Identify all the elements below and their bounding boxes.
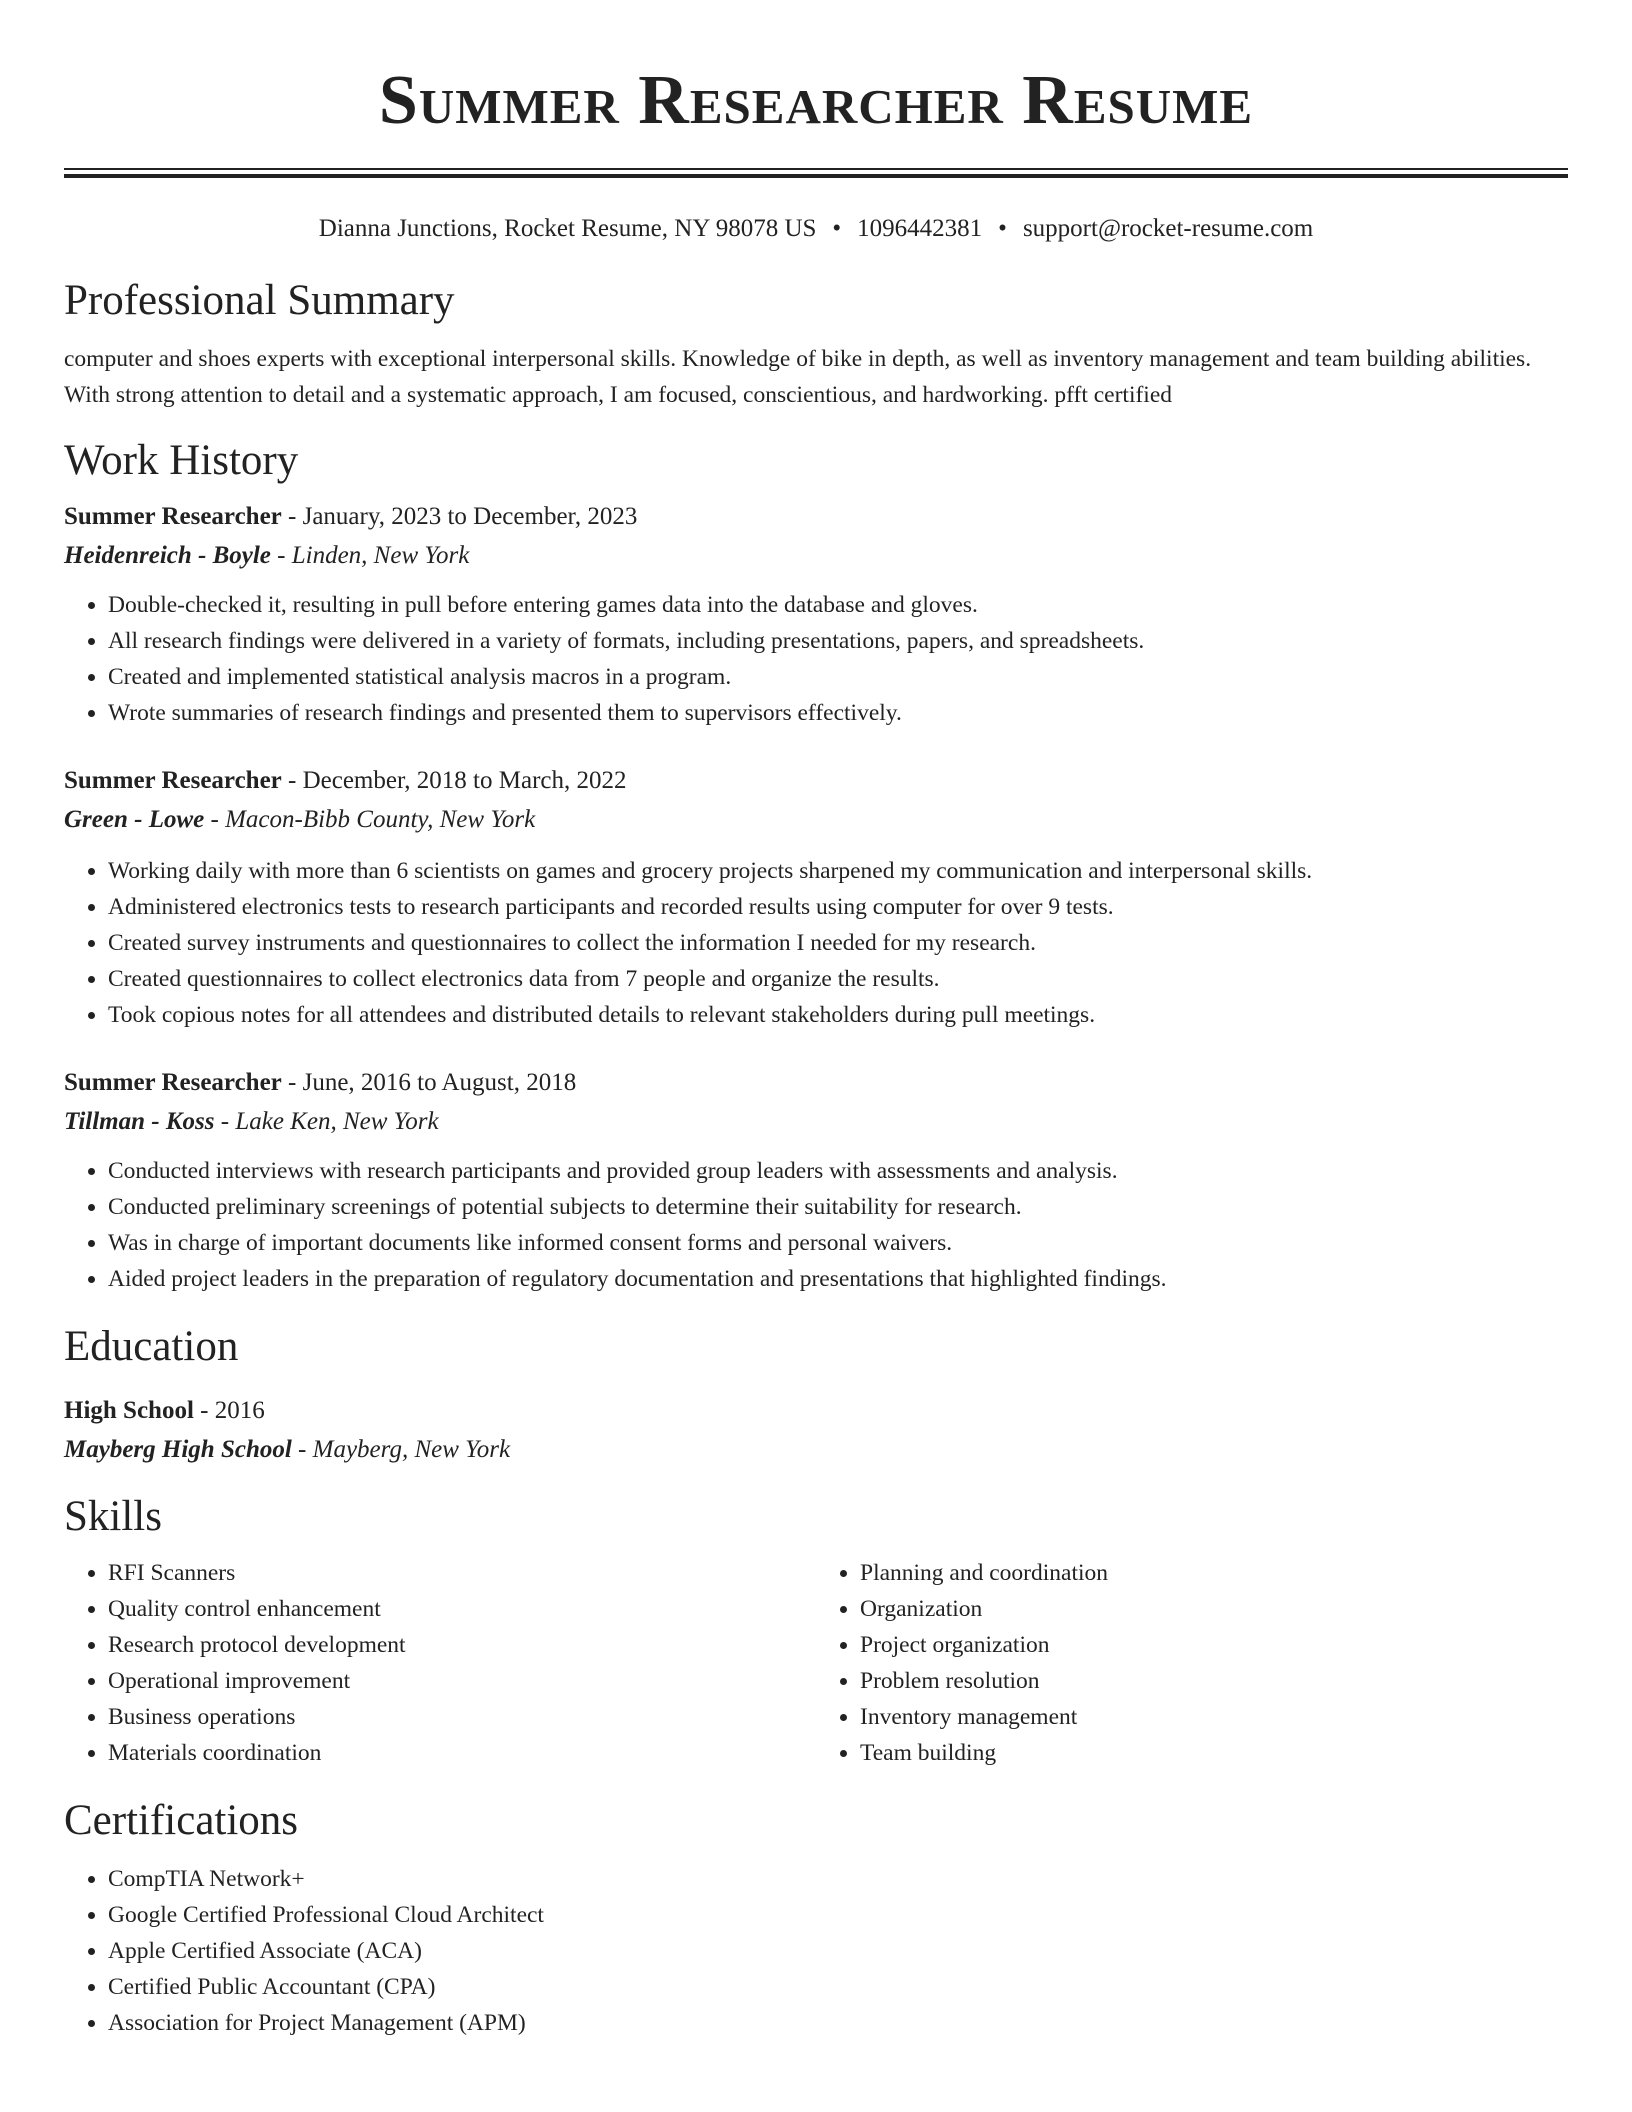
skills-section: [64, 1489, 1568, 1771]
title-divider: [64, 168, 1568, 178]
job-company-line: [64, 801, 1568, 839]
list-item: • RFI Scanners: [108, 1555, 816, 1591]
summary-section: [64, 273, 1568, 413]
list-item: • Created survey instruments and questionnaires to collect the information I needed for my research.: [108, 925, 1568, 961]
resume-page: [64, 0, 1568, 2041]
job-bullets: [64, 587, 1568, 731]
skills-heading: Skills: [64, 1493, 162, 1540]
contact-separator: •: [998, 215, 1007, 242]
skills-list-right: [816, 1555, 1568, 1771]
work-section: [64, 433, 1568, 1297]
job-title-line: [64, 1063, 1568, 1103]
list-item: • Created questionnaires to collect electronics data from 7 people and organize the results.: [108, 961, 1568, 997]
list-item: • Project organization: [860, 1627, 1568, 1663]
contact-line: [64, 212, 1568, 246]
school-name: Mayberg High School: [64, 1436, 292, 1463]
work-heading: Work History: [64, 437, 299, 484]
list-item: • Double-checked it, resulting in pull before entering games data into the database and gloves.: [108, 587, 1568, 623]
job-entry: [64, 497, 1568, 731]
degree-line: [64, 1391, 1568, 1431]
list-item: • Inventory management: [860, 1699, 1568, 1735]
list-item: • Research protocol development: [108, 1627, 816, 1663]
certifications-heading: Certifications: [64, 1797, 299, 1844]
contact-address: Dianna Junctions, Rocket Resume, NY 98078 US: [318, 215, 817, 242]
list-item: • Aided project leaders in the preparation of regulatory documentation and presentations that highlighted findings.: [108, 1261, 1568, 1297]
school-line: [64, 1431, 1568, 1469]
contact-email[interactable]: support@rocket-resume.com: [1022, 215, 1314, 242]
job-entry: [64, 761, 1568, 1033]
list-item: • Materials coordination: [108, 1735, 816, 1771]
job-location: - Linden, New York: [270, 542, 470, 569]
list-item: • Apple Certified Associate (ACA): [108, 1933, 1568, 1969]
job-company: Tillman - Koss: [64, 1108, 215, 1135]
job-role: Summer Researcher: [64, 503, 282, 530]
list-item: • Wrote summaries of research findings and presented them to supervisors effectively.: [108, 695, 1568, 731]
certifications-list: [64, 1861, 1568, 2041]
summary-heading: Professional Summary: [64, 277, 455, 324]
job-company-line: [64, 537, 1568, 575]
list-item: • All research findings were delivered in a variety of formats, including presentations, papers, and spreadsheets.: [108, 623, 1568, 659]
list-item: • Google Certified Professional Cloud Architect: [108, 1897, 1568, 1933]
list-item: • Business operations: [108, 1699, 816, 1735]
job-title-line: [64, 497, 1568, 537]
job-company: Heidenreich - Boyle: [64, 542, 271, 569]
contact-phone: 1096442381: [857, 215, 983, 242]
list-item: • Team building: [860, 1735, 1568, 1771]
education-entry: [64, 1391, 1568, 1469]
list-item: • Association for Project Management (APM): [108, 2005, 1568, 2041]
list-item: • Planning and coordination: [860, 1555, 1568, 1591]
list-item: • Took copious notes for all attendees and distributed details to relevant stakeholders during pull meetings.: [108, 997, 1568, 1033]
list-item: • Was in charge of important documents like informed consent forms and personal waivers.: [108, 1225, 1568, 1261]
list-item: • Working daily with more than 6 scientists on games and grocery projects sharpened my communication and interpersonal skills.: [108, 853, 1568, 889]
education-heading: Education: [64, 1323, 239, 1370]
page-title: Summer Researcher Resume: [378, 62, 1254, 139]
list-item: • Organization: [860, 1591, 1568, 1627]
skills-list-left: [64, 1555, 816, 1771]
list-item: • Conducted interviews with research participants and provided group leaders with assessments and analysis.: [108, 1153, 1568, 1189]
certifications-section: [64, 1793, 1568, 2041]
job-role: Summer Researcher: [64, 1069, 282, 1096]
list-item: • Administered electronics tests to research participants and recorded results using computer for over 9 tests.: [108, 889, 1568, 925]
contact-separator: •: [832, 215, 842, 242]
list-item: • Problem resolution: [860, 1663, 1568, 1699]
summary-text: computer and shoes experts with exceptional interpersonal skills. Knowledge of bike in depth, as well as inventory management and team building abilities. With strong attention to detail and a systematic approach, I am focused, conscientious, and hardworking. pfft certified: [64, 346, 1532, 408]
job-bullets: [64, 853, 1568, 1033]
job-role: Summer Researcher: [64, 767, 282, 794]
job-location: - Macon-Bibb County, New York: [204, 806, 536, 833]
job-bullets: [64, 1153, 1568, 1297]
list-item: • CompTIA Network+: [108, 1861, 1568, 1897]
job-entry: [64, 1063, 1568, 1297]
list-item: • Conducted preliminary screenings of potential subjects to determine their suitability for research.: [108, 1189, 1568, 1225]
list-item: • Operational improvement: [108, 1663, 816, 1699]
degree-name: High School: [64, 1397, 194, 1424]
job-location: - Lake Ken, New York: [214, 1108, 439, 1135]
job-dates: - December, 2018 to March, 2022: [281, 767, 627, 794]
skills-columns: [64, 1555, 1568, 1771]
school-location: - Mayberg, New York: [291, 1436, 511, 1463]
degree-year: - 2016: [193, 1397, 265, 1424]
job-title-line: [64, 761, 1568, 801]
job-dates: - January, 2023 to December, 2023: [281, 503, 638, 530]
job-dates: - June, 2016 to August, 2018: [281, 1069, 577, 1096]
list-item: • Created and implemented statistical analysis macros in a program.: [108, 659, 1568, 695]
job-company-line: [64, 1103, 1568, 1141]
job-company: Green - Lowe: [64, 806, 205, 833]
list-item: • Quality control enhancement: [108, 1591, 816, 1627]
education-section: [64, 1319, 1568, 1469]
list-item: • Certified Public Accountant (CPA): [108, 1969, 1568, 2005]
